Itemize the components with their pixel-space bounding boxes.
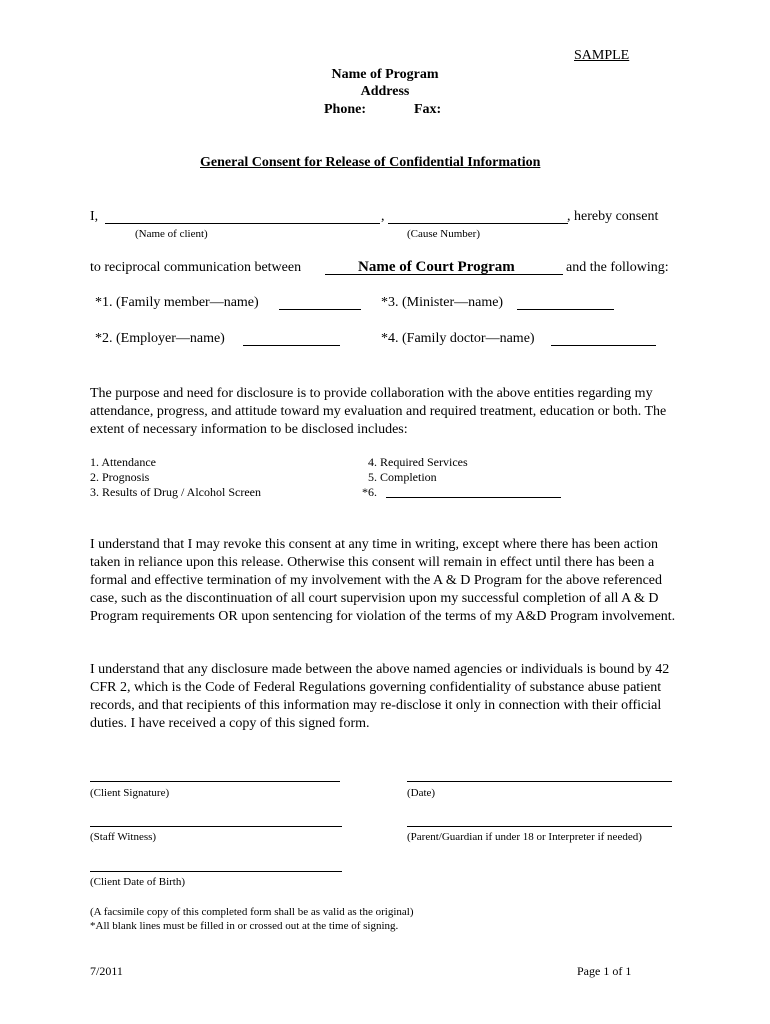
form-version: 7/2011	[90, 964, 123, 978]
court-program-name: Name of Court Program	[358, 259, 515, 275]
sample-label: SAMPLE	[574, 48, 630, 63]
program-name: Name of Program	[331, 67, 439, 82]
info-item-completion: 5. Completion	[368, 470, 437, 484]
revoke-paragraph: I understand that I may revoke this consent at any time in writing, except where there has been action taken in reliance upon this release. Otherwise this consent will remain in effect until there has been a formal and effective termination of my involvement with the A & D Program for the above referenced case, such as the discontinuation of all court supervision upon my successful completion of all A & D Program requirements OR upon sentencing for violation of the terms of my A&D Program involvement.	[90, 537, 676, 624]
disclosure-paragraph: I understand that any disclosure made between the above named agencies or individuals is bound by 42 CFR 2, which is the Code of Federal Regulations governing confidentiality of substance abuse patient records, and that recipients of this information may re-disclose it only in connection with their official duties. I have received a copy of this signed form.	[90, 662, 670, 731]
party-family-doctor: *4. (Family doctor—name)	[381, 331, 535, 346]
phone-label: Phone:	[324, 102, 366, 117]
cause-number-field[interactable]	[388, 223, 568, 224]
client-signature-field[interactable]	[90, 781, 340, 782]
date-field[interactable]	[407, 781, 672, 782]
staff-witness-field[interactable]	[90, 826, 342, 827]
date-caption: (Date)	[407, 787, 436, 799]
parent-guardian-field[interactable]	[407, 826, 672, 827]
page-number: Page 1 of 1	[577, 964, 632, 978]
hereby-consent-text: , hereby consent	[567, 209, 659, 224]
and-following-text: and the following:	[566, 260, 669, 275]
facsimile-note: (A facsimile copy of this completed form shall be as valid as the original)	[90, 906, 414, 918]
info-item-required-services: 4. Required Services	[368, 455, 468, 469]
blank-lines-note: *All blank lines must be filled in or crossed out at the time of signing.	[90, 920, 399, 932]
employer-field[interactable]	[243, 345, 340, 346]
client-name-caption: (Name of client)	[135, 228, 208, 240]
staff-witness-caption: (Staff Witness)	[90, 831, 157, 843]
reciprocal-text: to reciprocal communication between	[90, 260, 302, 275]
consent-prefix: I,	[90, 209, 99, 224]
party-employer: *2. (Employer—name)	[95, 331, 225, 346]
info-item-attendance: 1. Attendance	[90, 455, 156, 469]
client-dob-caption: (Client Date of Birth)	[90, 876, 186, 888]
client-signature-caption: (Client Signature)	[90, 787, 170, 799]
program-address: Address	[360, 84, 410, 99]
family-member-field[interactable]	[279, 309, 361, 310]
info-item-other: *6.	[362, 485, 377, 499]
party-family-member: *1. (Family member—name)	[95, 295, 259, 310]
info-item-prognosis: 2. Prognosis	[90, 470, 150, 484]
minister-field[interactable]	[517, 309, 614, 310]
fax-label: Fax:	[414, 102, 442, 117]
page-title: General Consent for Release of Confidential Information	[200, 155, 541, 170]
parent-guardian-caption: (Parent/Guardian if under 18 or Interpreter if needed)	[407, 831, 642, 843]
info-other-field[interactable]	[386, 497, 561, 498]
purpose-paragraph: The purpose and need for disclosure is to provide collaboration with the above entities regarding my attendance, progress, and attitude toward my evaluation and required treatment, education or both. The extent of necessary information to be disclosed includes:	[90, 386, 667, 437]
client-dob-field[interactable]	[90, 871, 342, 872]
consent-comma: ,	[381, 209, 385, 224]
client-name-field[interactable]	[105, 223, 380, 224]
info-item-drug-screen: 3. Results of Drug / Alcohol Screen	[90, 485, 261, 499]
cause-number-caption: (Cause Number)	[407, 228, 481, 240]
family-doctor-field[interactable]	[551, 345, 656, 346]
party-minister: *3. (Minister—name)	[381, 295, 504, 310]
